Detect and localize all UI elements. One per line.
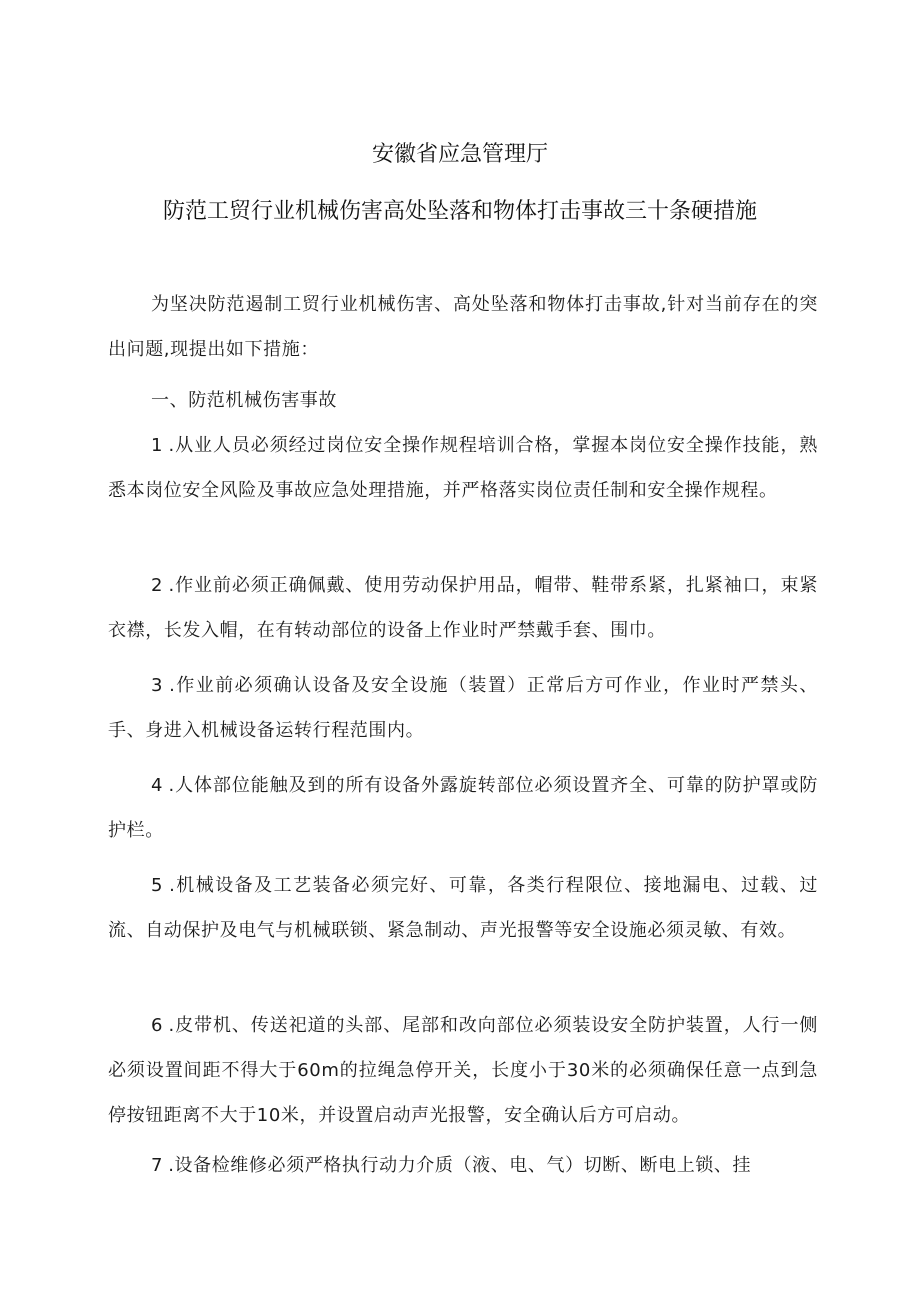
measure-item-2 — [108, 563, 818, 653]
measure-number: 6 — [151, 1015, 163, 1036]
measure-text: .从业人员必须经过岗位安全操作规程培训合格，掌握本岗位安全操作技能，熟悉本岗位安全风险及事故应急处理措施，并严格落实岗位责任制和安全操作规程。 — [108, 435, 818, 501]
measure-item-5 — [108, 863, 818, 953]
measure-item-1 — [108, 423, 818, 513]
measure-number: 7 — [151, 1155, 163, 1176]
measure-number: 3 — [151, 675, 163, 696]
measure-text: .人体部位能触及到的所有设备外露旋转部位必须设置齐全、可靠的防护罩或防护栏。 — [108, 775, 818, 841]
measure-text: .机械设备及工艺装备必须完好、可靠，各类行程限位、接地漏电、过载、过流、自动保护及电气与机械联锁、紧急制动、声光报警等安全设施必须灵敏、有效。 — [108, 875, 818, 941]
measure-number: 2 — [151, 575, 163, 596]
measure-item-3 — [108, 663, 818, 753]
measure-item-6 — [108, 1003, 818, 1138]
intro-paragraph: 为坚决防范遏制工贸行业机械伤害、高处坠落和物体打击事故,针对当前存在的突出问题,现提出如下措施： — [108, 294, 818, 360]
issuer-title: 安徽省应急管理厅 — [371, 142, 548, 167]
measure-text: .皮带机、传送祀道的头部、尾部和改向部位必须装设安全防护装置，人行一侧必须设置间距不得大于60m的拉绳急停开关，长度小于30米的必须确保任意一点到急停按钮距离不大于10米，并设置启动声光报警，安全确认后方可启动。 — [108, 1015, 818, 1126]
measure-number: 1 — [151, 435, 163, 456]
measure-number: 4 — [151, 775, 163, 796]
measure-text: .作业前必须正确佩戴、使用劳动保护用品，帽带、鞋带系紧，扎紧袖口，束紧衣襟，长发入帽，在有转动部位的设备上作业时严禁戴手套、围巾。 — [108, 575, 818, 641]
measure-item-4 — [108, 763, 818, 853]
measure-text: .作业前必须确认设备及安全设施（装置）正常后方可作业，作业时严禁头、手、身进入机械设备运转行程范围内。 — [108, 675, 818, 741]
section-heading: 一、防范机械伤害事故 — [151, 390, 337, 411]
document-title: 防范工贸行业机械伤害高处坠落和物体打击事故三十条硬措施 — [162, 199, 757, 224]
measure-number: 5 — [151, 875, 163, 896]
measure-text: .设备检维修必须严格执行动力介质（液、电、气）切断、断电上锁、挂 — [168, 1155, 752, 1176]
measure-item-7 — [108, 1143, 818, 1188]
